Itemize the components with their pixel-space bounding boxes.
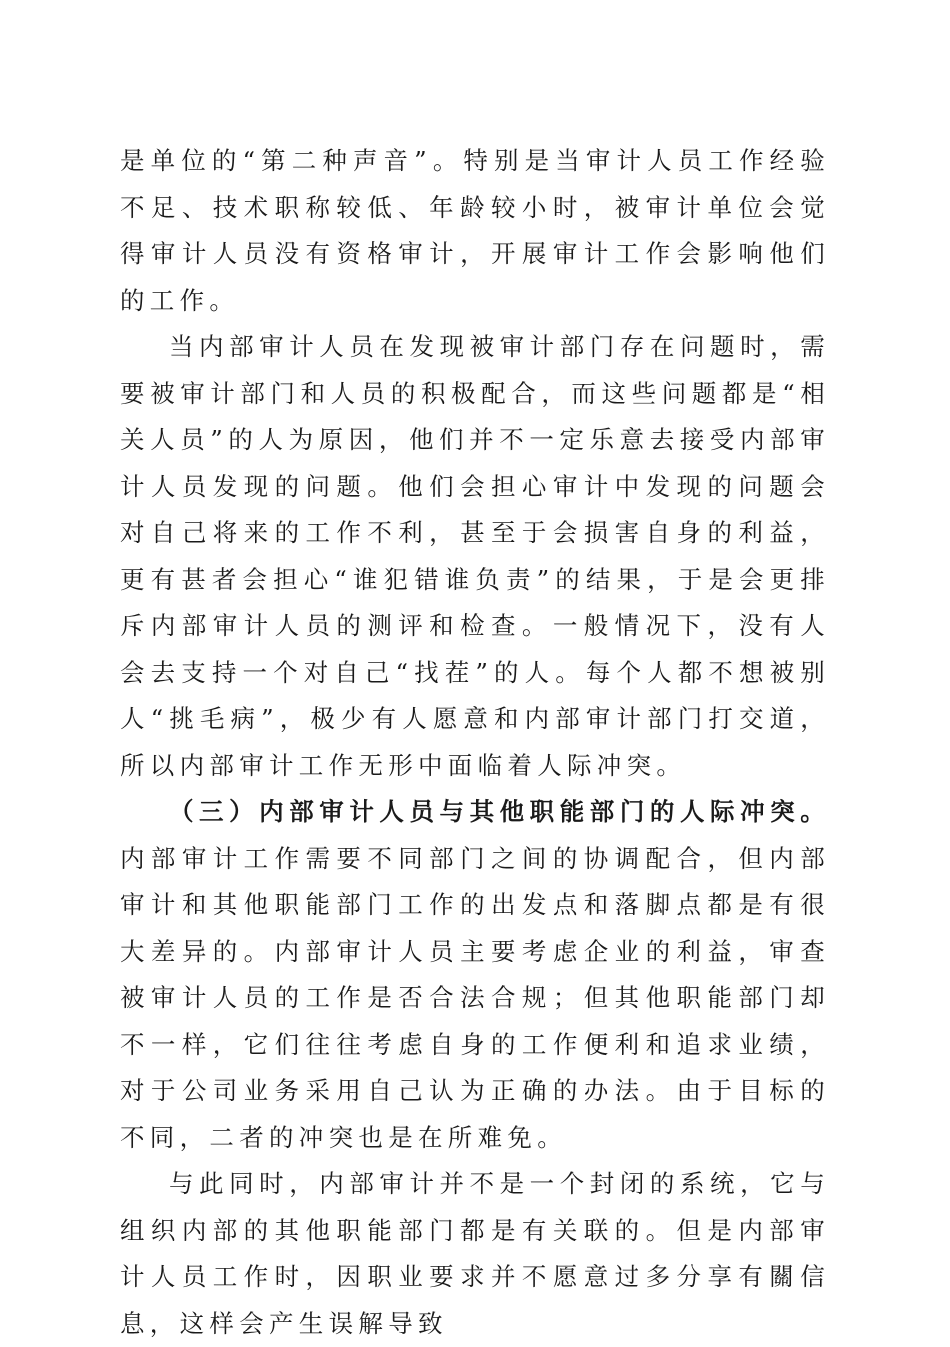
paragraph-2 xyxy=(120,324,830,789)
section-heading: （三）内部审计人员与其他职能部门的人际冲突。 xyxy=(169,797,830,826)
paragraph-1-text: 是单位的“第二种声音”。特别是当审计人员工作经验不足、技术职称较低、年龄较小时，被审计单位会觉得审计人员没有资格审计，开展审计工作会影响他们的工作。 xyxy=(120,146,830,315)
paragraph-4 xyxy=(120,1161,830,1347)
paragraph-3-text: 内部审计工作需要不同部门之间的协调配合，但内部审计和其他职能部门工作的出发点和落脚点都是有很大差异的。内部审计人员主要考虑企业的利益，审查被审计人员的工作是否合法合规；但其他职能部门却不一样，它们往往考虑自身的工作便利和追求业绩，对于公司业务采用自己认为正确的办法。由于目标的不同，二者的冲突也是在所难免。 xyxy=(120,843,830,1152)
document-body xyxy=(120,138,830,1347)
paragraph-2-text: 当内部审计人员在发现被审计部门存在问题时，需要被审计部门和人员的积极配合，而这些问题都是“相关人员”的人为原因，他们并不一定乐意去接受内部审计人员发现的问题。他们会担心审计中发现的问题会对自己将来的工作不利，甚至于会损害自身的利益，更有甚者会担心“谁犯错谁负责”的结果，于是会更排斥内部审计人员的测评和检查。一般情况下，没有人会去支持一个对自己“找茬”的人。每个人都不想被别人“挑毛病”，极少有人愿意和内部审计部门打交道，所以内部审计工作无形中面临着人际冲突。 xyxy=(120,332,830,780)
paragraph-3 xyxy=(120,789,830,1161)
paragraph-1 xyxy=(120,138,830,324)
paragraph-4-text: 与此同时，内部审计并不是一个封闭的系统，它与组织内部的其他职能部门都是有关联的。但是内部审计人员工作时，因职业要求并不愿意过多分享有關信息，这样会产生误解导致 xyxy=(120,1169,830,1338)
